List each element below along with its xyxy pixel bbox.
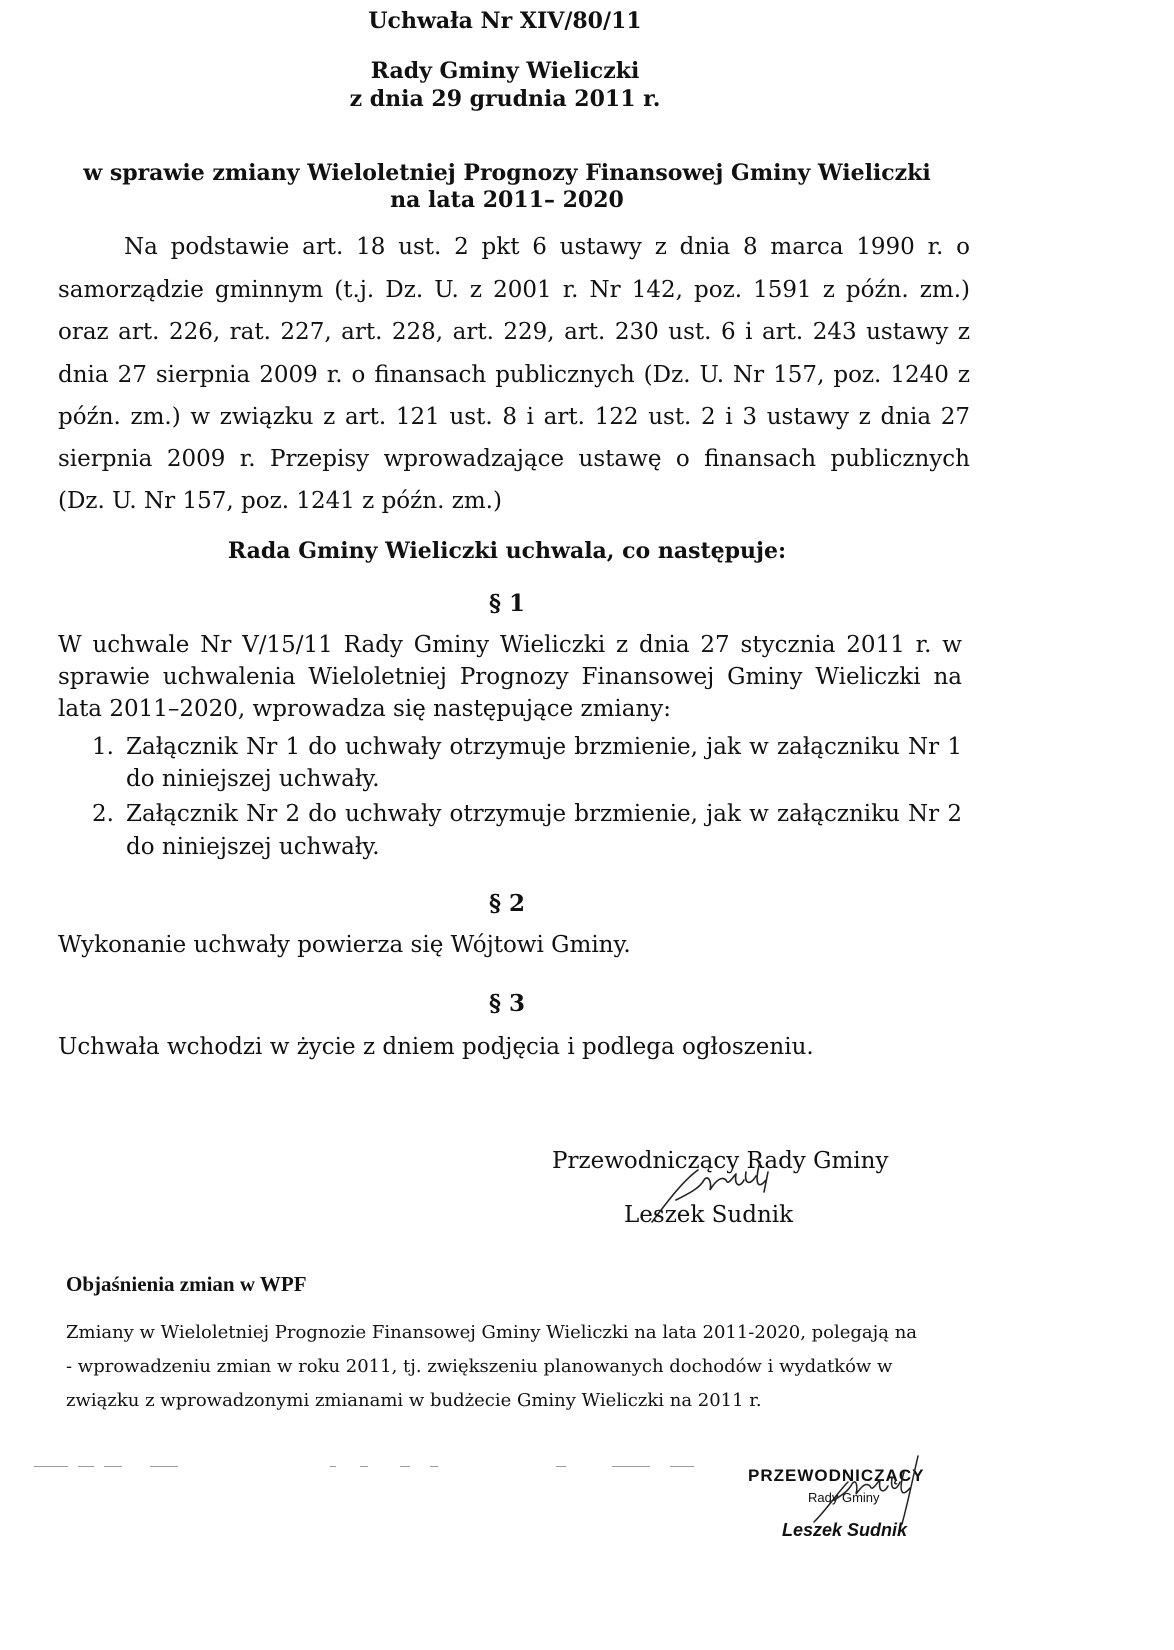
explanation-heading: Objaśnienia zmian w WPF (66, 1272, 307, 1296)
list-item: Załącznik Nr 1 do uchwały otrzymuje brzmienie, jak w załączniku Nr 1 (126, 734, 962, 760)
resolves-clause: Rada Gminy Wieliczki uchwala, co następuje: (227, 538, 787, 564)
section-3-heading: § 3 (488, 990, 526, 1017)
subject-line-1: w sprawie zmiany Wieloletniej Prognozy Finansowej Gminy Wieliczki (83, 160, 931, 186)
explanation-line: związku z wprowadzonymi zmianami w budżecie Gminy Wieliczki na 2011 r. (66, 1390, 762, 1411)
list-item-number: 2. (92, 801, 114, 827)
preamble-line: samorządzie gminnym (t.j. Dz. U. z 2001 r. Nr 142, poz. 1591 z późn. zm.) (58, 277, 970, 303)
signatory-name: Leszek Sudnik (624, 1202, 794, 1228)
section-1-line: W uchwale Nr V/15/11 Rady Gminy Wieliczki z dnia 27 stycznia 2011 r. w (58, 632, 962, 658)
list-item-number: 1. (92, 734, 114, 760)
preamble-line: późn. zm.) w związku z art. 121 ust. 8 i art. 122 ust. 2 i 3 ustawy z dnia 27 (58, 404, 970, 430)
stamp-name: Leszek Sudnik (782, 1520, 908, 1540)
list-item-continuation: do niniejszej uchwały. (126, 834, 380, 860)
resolution-date: z dnia 29 grudnia 2011 r. (349, 86, 661, 112)
preamble-line: (Dz. U. Nr 157, poz. 1241 z późn. zm.) (58, 488, 502, 514)
preamble-line: oraz art. 226, rat. 227, art. 228, art. 229, art. 230 ust. 6 i art. 243 ustawy z (58, 319, 970, 345)
resolution-number: Uchwała Nr XIV/80/11 (368, 8, 642, 34)
council-name: Rady Gminy Wieliczki (370, 58, 640, 84)
preamble-line: sierpnia 2009 r. Przepisy wprowadzające ustawę o finansach publicznych (58, 446, 970, 472)
section-1-line: sprawie uchwalenia Wieloletniej Prognozy Finansowej Gminy Wieliczki na (58, 664, 962, 690)
list-item: Załącznik Nr 2 do uchwały otrzymuje brzmienie, jak w załączniku Nr 2 (126, 801, 962, 827)
stamp-role: PRZEWODNICZĄCY (748, 1466, 925, 1485)
signatory-role: Przewodniczący Rady Gminy (552, 1148, 889, 1174)
section-3-text: Uchwała wchodzi w życie z dniem podjęcia i podlega ogłoszeniu. (58, 1034, 814, 1060)
section-2-heading: § 2 (488, 890, 526, 917)
preamble-line: dnia 27 sierpnia 2009 r. o finansach publicznych (Dz. U. Nr 157, poz. 1240 z (58, 362, 970, 388)
list-item-continuation: do niniejszej uchwały. (126, 766, 380, 792)
explanation-line: - wprowadzeniu zmian w roku 2011, tj. zwiększeniu planowanych dochodów i wydatków w (66, 1356, 893, 1377)
section-1-heading: § 1 (488, 590, 526, 617)
explanation-line: Zmiany w Wieloletniej Prognozie Finansowej Gminy Wieliczki na lata 2011-2020, polegają na (66, 1322, 918, 1343)
section-1-line: lata 2011–2020, wprowadza się następujące zmiany: (58, 696, 672, 722)
stamp-council: Rady Gminy (808, 1490, 880, 1505)
preamble-line: Na podstawie art. 18 ust. 2 pkt 6 ustawy z dnia 8 marca 1990 r. o (124, 234, 970, 260)
section-2-text: Wykonanie uchwały powierza się Wójtowi Gminy. (58, 932, 631, 958)
subject-line-2: na lata 2011– 2020 (390, 187, 624, 213)
